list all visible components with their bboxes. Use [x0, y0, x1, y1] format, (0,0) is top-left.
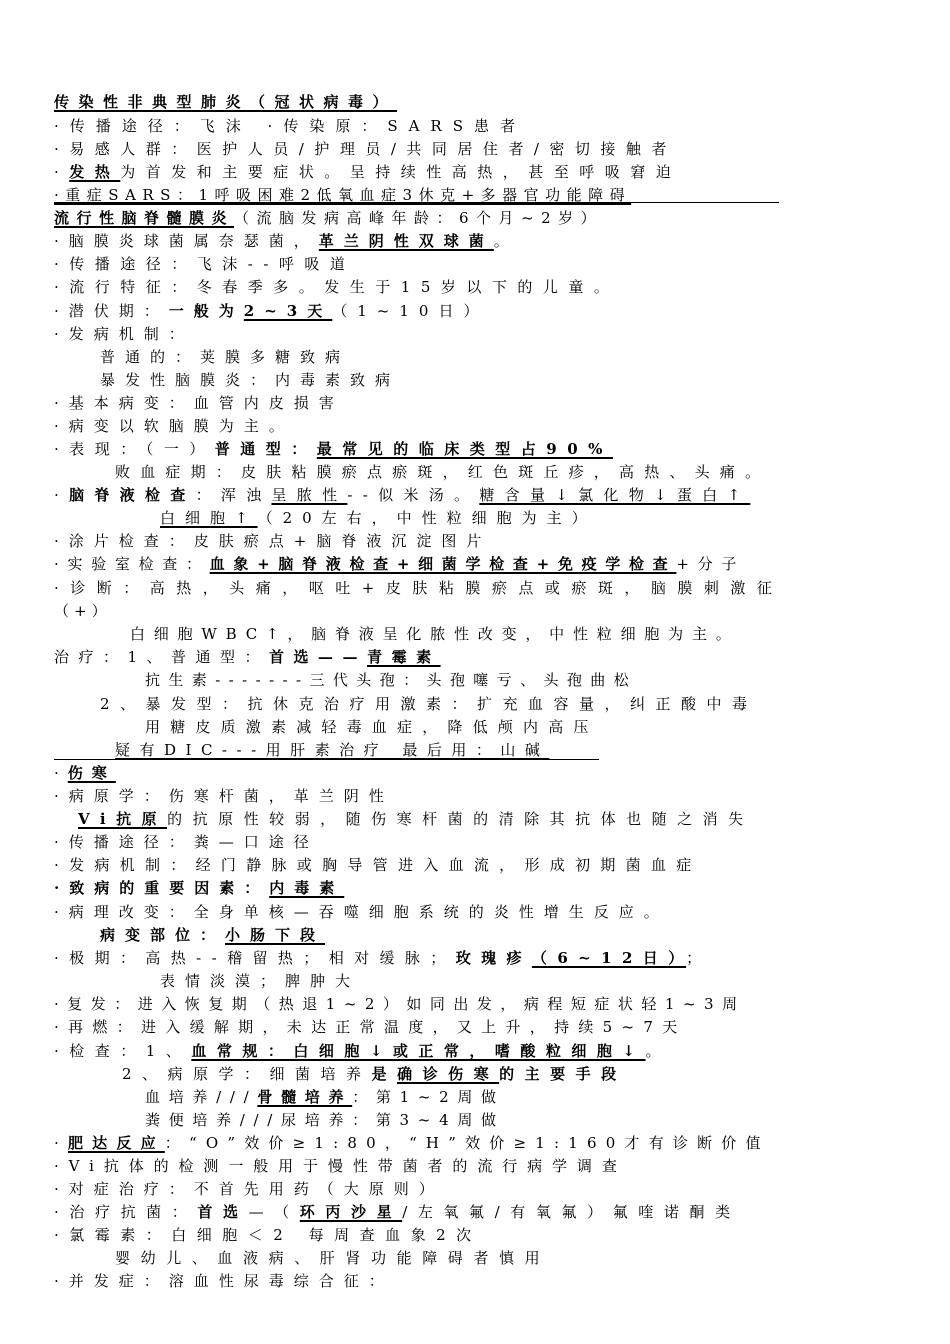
- emphasis-underlined-text: 2~3天: [243, 302, 333, 320]
- underlined-text: 糖含量↓氯化物↓蛋白↑: [479, 486, 751, 504]
- text-run: ·病变以软脑膜为主。: [54, 417, 294, 435]
- text-run: ·传播途径：飞沫--呼吸道: [54, 255, 356, 273]
- text-line: [54, 91, 397, 113]
- text-run: （20左右，中性粒细胞为主）: [257, 509, 597, 527]
- text-run: ；: [686, 949, 712, 967]
- text-run: ·复发：进入恢复期（热退1~2）如同出发，病程短症状轻1~3周: [54, 995, 746, 1013]
- text-line: [160, 970, 360, 992]
- text-line: [78, 808, 754, 830]
- underlined-text: 呈脓性: [271, 486, 348, 504]
- text-line: [54, 901, 669, 923]
- text-run: ·涂片检查：皮肤瘀点+脑脊液沉淀图片: [54, 532, 492, 550]
- text-run: 用糖皮质激素减轻毒血症，降低颅内高压: [145, 718, 599, 736]
- text-run: ·检查：1、: [54, 1042, 192, 1060]
- text-line: [115, 739, 549, 761]
- bold-text: 首选: [197, 1203, 249, 1221]
- text-run: ·对症治疗：不首先用药（大原则）: [54, 1180, 444, 1198]
- underlined-text: 疑有DIC---用肝素治疗 最后用：山碱: [115, 741, 550, 759]
- text-run: 婴幼儿、血液病、肝肾功能障碍者慎用: [115, 1249, 551, 1267]
- text-run: ·: [54, 163, 70, 181]
- text-run: 表情淡漠；脾肿大: [160, 972, 361, 990]
- bold-text: 是: [371, 1065, 398, 1083]
- text-run: 为首发和主要症状。呈持续性高热，甚至呼吸窘迫: [120, 163, 682, 181]
- text-line: [100, 369, 400, 391]
- text-run: ：“O”效价≥1:80，“H”效价≥1:160才有诊断价值: [164, 1134, 770, 1152]
- text-line: [54, 877, 344, 899]
- text-run: ·流行特征：冬春季多。发生于15岁以下的儿童。: [54, 278, 620, 296]
- text-run: ·表现：（一）: [54, 440, 215, 458]
- text-run: 治疗：1、普通型：: [54, 648, 270, 666]
- text-line: [145, 1086, 505, 1108]
- text-run: ·极期：高热--稽留热；相对缓脉；: [54, 949, 456, 967]
- text-line: [54, 484, 750, 506]
- text-run: 白细胞WBC↑，脑脊液呈化脓性改变，中性粒细胞为主。: [130, 625, 740, 643]
- text-line: [54, 1016, 687, 1038]
- underlined-text: 白细胞↑: [160, 509, 258, 527]
- bold-text: 脑脊液检查: [69, 486, 196, 504]
- emphasis-underlined-text: 小肠下段: [225, 926, 326, 944]
- text-run: —（: [248, 1203, 300, 1221]
- text-line: [122, 1063, 627, 1085]
- text-run: （流脑发病高峰年龄：6个月~2岁）: [234, 209, 604, 227]
- emphasis-underlined-text: 最常见的临床类型占90%: [316, 440, 613, 458]
- divider-rule: [54, 202, 779, 203]
- emphasis-underlined-text: 内毒素: [269, 879, 345, 897]
- text-run: 抗生素-------三代头孢：头孢噻亏、头孢曲松: [145, 671, 638, 689]
- bold-text: 玫瑰疹: [455, 949, 532, 967]
- text-run: 败血症期：皮肤粘膜瘀点瘀斑，红色斑丘疹，高热、头痛。: [115, 463, 771, 481]
- text-line: [115, 1247, 550, 1269]
- text-run: 血培养///: [145, 1088, 258, 1106]
- text-run: ·潜伏期：: [54, 302, 169, 320]
- text-line: [54, 161, 681, 183]
- emphasis-underlined-text: 环丙沙星: [299, 1203, 403, 1221]
- text-line: [54, 115, 526, 137]
- text-run: ·: [54, 486, 70, 504]
- underlined-text: ·重症SARS：1呼吸困难2低氧血症3休克+多器官功能障碍: [54, 186, 632, 204]
- text-line: [54, 415, 294, 437]
- text-line: [54, 553, 745, 575]
- text-line: [54, 600, 112, 622]
- text-line: [54, 577, 783, 599]
- text-run: ·传播途径：飞沫: [54, 117, 252, 135]
- text-line: [54, 300, 488, 322]
- emphasis-underlined-text: 骨髓培养: [257, 1088, 353, 1106]
- emphasis-underlined-text: 革兰阴性双球菌: [318, 232, 494, 250]
- text-run: 2、病原学：细菌培养: [122, 1065, 372, 1083]
- text-run: 暴发性脑膜炎：内毒素致病: [100, 371, 401, 389]
- text-run: ·再燃：进入缓解期，未达正常温度，又上升，持续5~7天: [54, 1018, 687, 1036]
- text-run: 粪便培养///尿培养：第3~4周做: [145, 1111, 505, 1129]
- text-run: ：浑浊: [195, 486, 272, 504]
- bold-text: 首选——: [269, 648, 368, 666]
- bold-text: ·致病的重要因素：: [54, 879, 270, 897]
- text-line: [130, 623, 740, 645]
- text-line: [145, 669, 637, 691]
- text-line: [54, 138, 677, 160]
- text-run: +分子: [676, 555, 746, 573]
- text-run: ·: [54, 764, 68, 782]
- text-line: [100, 924, 325, 946]
- text-run: ·脑膜炎球菌属奈瑟菌，: [54, 232, 319, 250]
- text-run: （+）: [54, 602, 112, 620]
- emphasis-underlined-text: （6~12日）: [531, 949, 687, 967]
- text-line: [100, 693, 758, 715]
- emphasis-underlined-text: Vi抗原: [78, 810, 168, 828]
- text-line: [54, 276, 619, 298]
- text-line: [54, 1178, 444, 1200]
- emphasis-underlined-text: 传染性非典型肺炎（冠状病毒）: [54, 93, 398, 111]
- emphasis-underlined-text: 发热: [69, 163, 121, 181]
- text-run: 。: [493, 232, 519, 250]
- text-line: [54, 230, 519, 252]
- text-run: ·: [54, 1134, 68, 1152]
- text-run: ·病原学：伤寒杆菌，革兰阴性: [54, 787, 394, 805]
- bold-text: 病变部位：: [100, 926, 226, 944]
- text-run: ·氯霉素：白细胞＜2 每周查血象2次: [54, 1226, 482, 1244]
- text-line: [100, 346, 350, 368]
- text-line: [54, 831, 319, 853]
- text-line: [54, 785, 394, 807]
- text-line: [160, 507, 597, 529]
- divider-rule: [54, 759, 599, 760]
- text-run: ·病理改变：全身单核—吞噬细胞系统的炎性增生反应。: [54, 903, 669, 921]
- emphasis-underlined-text: 青霉素: [367, 648, 441, 666]
- text-run: ·传染原：SARS患者: [251, 117, 526, 135]
- text-line: [54, 1040, 671, 1062]
- emphasis-underlined-text: 血常规：白细胞↓或正常，嗜酸粒细胞↓: [191, 1042, 646, 1060]
- text-run: /左氧氟/有氧氟）氟喹诺酮类: [402, 1203, 741, 1221]
- text-run: ·Vi抗体的检测一般用于慢性带菌者的流行病学调查: [54, 1157, 627, 1175]
- text-run: （1~10日）: [332, 302, 489, 320]
- text-line: [145, 716, 599, 738]
- text-run: ·发病机制：: [54, 325, 194, 343]
- text-run: ·发病机制：经门静脉或胸导管进入血流，形成初期菌血症: [54, 856, 702, 874]
- text-run: ·诊断：高热，头痛，呕吐+皮肤粘膜瘀点或瘀斑，脑膜刺激征: [54, 579, 784, 597]
- text-line: [115, 461, 770, 483]
- text-run: ·易感人群：医护人员/护理员/共同居住者/密切接触者: [54, 140, 677, 158]
- text-line: [54, 323, 194, 345]
- emphasis-underlined-text: 肥达反应: [67, 1134, 165, 1152]
- bold-text: 的主要手段: [499, 1065, 627, 1083]
- text-run: 的抗原性较弱，随伤寒杆菌的清除其抗体也随之消失: [167, 810, 754, 828]
- text-run: ·实验室检查：: [54, 555, 210, 573]
- emphasis-underlined-text: 确诊伤寒: [397, 1065, 500, 1083]
- bold-text: 一般为: [168, 302, 244, 320]
- text-line: [54, 854, 702, 876]
- text-run: ·传播途径：粪—口途径: [54, 833, 319, 851]
- emphasis-underlined-text: 流行性脑脊髓膜炎: [54, 209, 235, 227]
- text-line: [54, 392, 344, 414]
- text-run: ·治疗抗菌：: [54, 1203, 198, 1221]
- text-line: [54, 253, 355, 275]
- text-line: [54, 207, 603, 229]
- text-run: ：第1~2周做: [352, 1088, 505, 1106]
- text-run: --似米汤。: [347, 486, 480, 504]
- text-line: [54, 947, 712, 969]
- text-run: ·并发症：溶血性尿毒综合征：: [54, 1272, 394, 1290]
- text-line: [54, 1270, 394, 1292]
- text-line: [54, 1155, 627, 1177]
- text-line: [54, 438, 613, 460]
- text-line: [54, 993, 746, 1015]
- emphasis-underlined-text: 血象+脑脊液检查+细菌学检查+免疫学检查: [209, 555, 677, 573]
- bold-text: 普通型：: [214, 440, 317, 458]
- text-line: [54, 1224, 482, 1246]
- text-line: [145, 1109, 505, 1131]
- emphasis-underlined-text: 伤寒: [67, 764, 116, 782]
- text-line: [54, 762, 116, 784]
- text-line: [54, 646, 441, 668]
- text-run: 2、暴发型：抗休克治疗用激素：扩充血容量，纠正酸中毒: [100, 695, 758, 713]
- text-run: ·基本病变：血管内皮损害: [54, 394, 344, 412]
- text-run: 普通的：荚膜多糖致病: [100, 348, 351, 366]
- text-run: 。: [645, 1042, 671, 1060]
- text-line: [54, 530, 491, 552]
- text-line: [54, 1132, 770, 1154]
- text-line: [54, 1201, 741, 1223]
